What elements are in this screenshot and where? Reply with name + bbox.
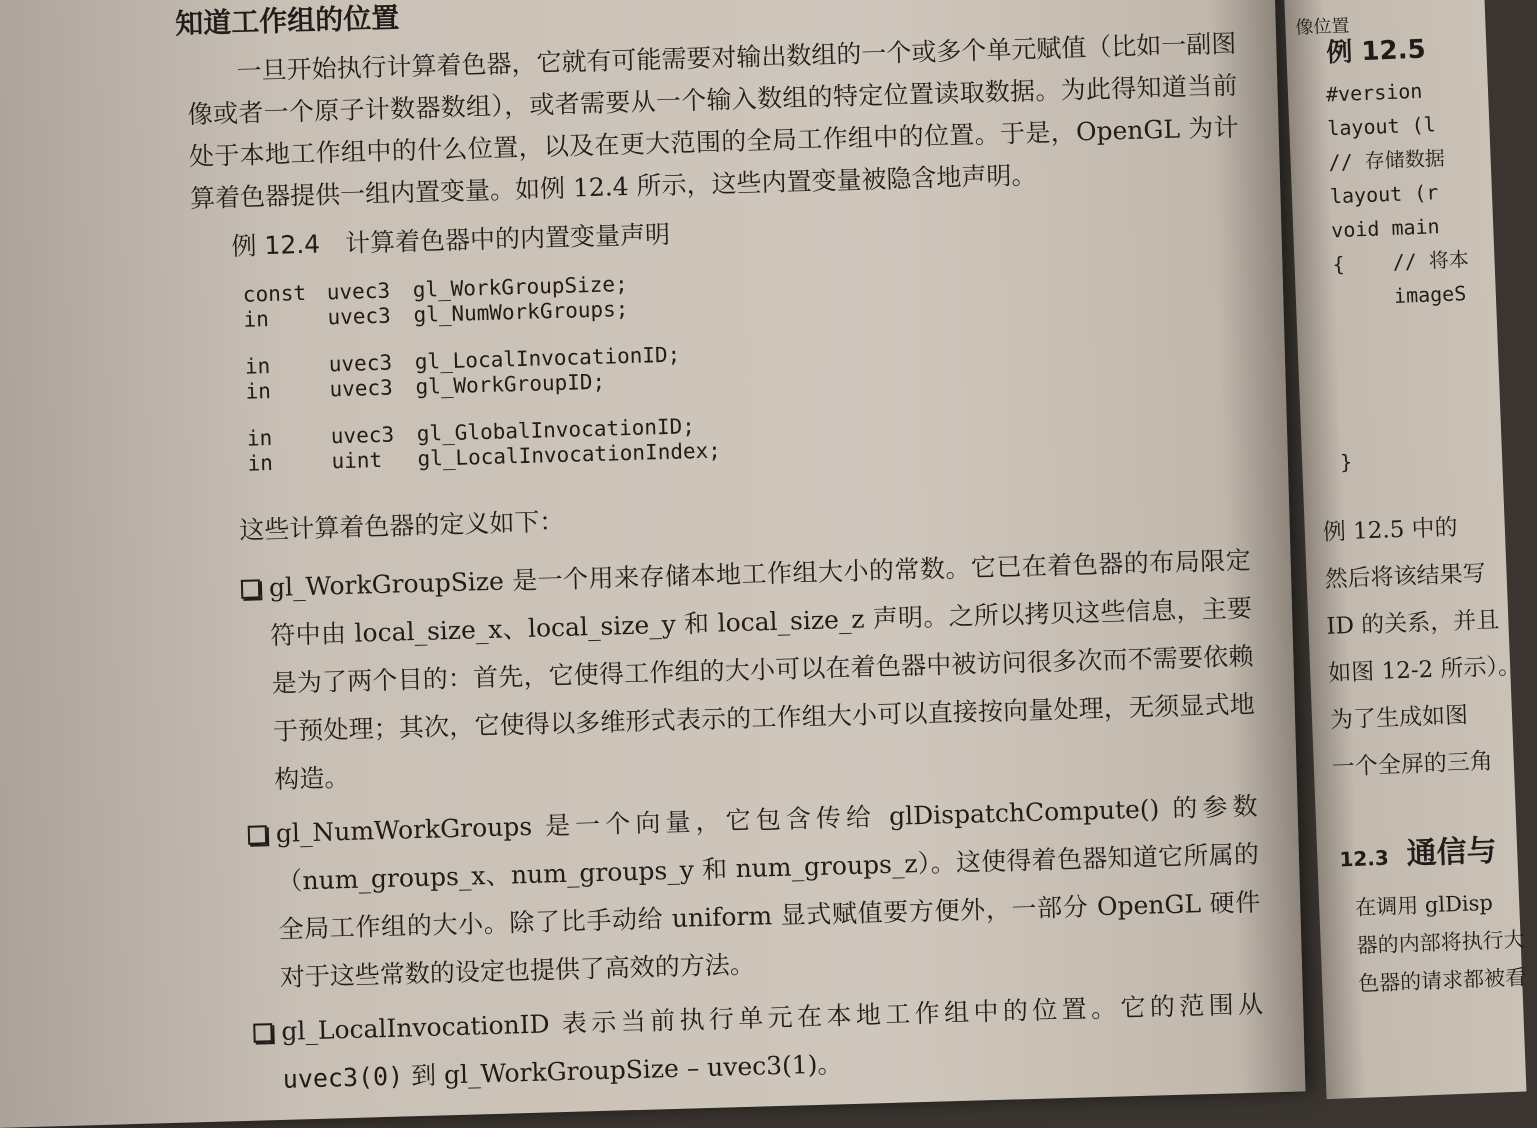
code-line: in uvec3 gl_WorkGroupID; — [245, 369, 606, 404]
code-group — [245, 327, 1246, 405]
right-text-line: 为了生成如图 — [1329, 702, 1469, 734]
right-bottom-line: 在调用 glDisp — [1354, 890, 1494, 920]
right-text-line: 如图 12-2 所示）。 — [1327, 653, 1522, 687]
code-line: in uvec3 gl_NumWorkGroups; — [243, 296, 629, 332]
example-label: 例 12.4 计算着色器中的内置变量声明 — [231, 219, 671, 262]
definition-item: gl_NumWorkGroups 是一个向量，它包含传给 glDispatchCompute() 的参数（num_groups_x、num_groups_y 和 num_groups_z）。这使得着色器知道它所属的全局工作组的大小。除了比手动给 uniform 显式赋值要方便外，一部分 OpenGL 硬件对于这些常数的设定也提供了高效的方法。 — [247, 783, 1262, 1003]
checkbox-bullet-icon — [241, 579, 261, 599]
right-section-number: 12.3 — [1338, 845, 1390, 872]
right-code-line: void main — [1330, 214, 1441, 243]
right-code-line: layout (r — [1329, 180, 1439, 209]
right-text-line: 一个全屏的三角 — [1331, 748, 1494, 781]
checkbox-bullet-icon — [253, 1023, 273, 1043]
right-code-line: imageS — [1333, 281, 1467, 311]
right-example-label: 例 12.5 — [1325, 34, 1427, 69]
code-group — [243, 255, 1244, 333]
right-section-title: 通信与 — [1405, 833, 1498, 872]
right-page — [1284, 0, 1526, 1099]
right-code-line: #version — [1325, 78, 1423, 107]
right-text-line: ID 的关系，并且 — [1325, 607, 1500, 640]
definitions-intro: 这些计算着色器的定义如下： — [239, 506, 565, 545]
code-listing — [243, 255, 1248, 477]
right-code-line: { // 将本 — [1332, 247, 1470, 277]
right-closing-brace: } — [1339, 449, 1353, 475]
right-code-line: // 存储数据 — [1328, 145, 1446, 175]
right-section-heading — [1338, 825, 1518, 876]
right-text-line: 例 12.5 中的 — [1322, 514, 1459, 546]
definition-item: gl_WorkGroupSize 是一个用来存储本地工作组大小的常数。它已在着色器的布局限定符中由 local_size_x、local_size_y 和 local_size_z 声明。之所以拷贝这些信息，主要是为了两个目的：首先，它使得工作组的大小可以在着色器中被访问很多次而不需要依赖于预处理；其次，它使得以多维形式表示的工作组大小可以直接按向量处理，无须显式地构造。 — [240, 537, 1256, 805]
intro-paragraph: 一旦开始执行计算着色器，它就有可能需要对输出数组的一个或多个单元赋值（比如一副图像或者一个原子计数器数组），或者需要从一个输入数组的特定位置读取数据。为此得知道当前处于本地工作组中的什么位置，以及在更大范围的全局工作组中的位置。于是，OpenGL 为计算着色器提供一组内置变量。如例 12.4 所示，这些内置变量被隐含地声明。 — [187, 28, 1239, 214]
section-heading: 知道工作组的位置 — [174, 1, 400, 41]
code-line: in uvec3 gl_GlobalInvocationID; — [246, 414, 696, 451]
code-line: in uint gl_LocalInvocationIndex; — [247, 438, 722, 476]
code-line: in uvec3 gl_LocalInvocationID; — [244, 342, 681, 379]
definitions-list — [200, 537, 1265, 1106]
right-text-line: 然后将该结果写 — [1324, 560, 1487, 593]
right-code-line: layout (l — [1326, 112, 1437, 141]
right-bottom-line: 色器的请求都被看 — [1357, 965, 1527, 996]
checkbox-bullet-icon — [248, 825, 268, 845]
definition-item: gl_LocalInvocationID 表示当前执行单元在本地工作组中的位置。它的范围从 uvec3(0) 到 gl_WorkGroupSize – uvec3(1)。 — [253, 981, 1265, 1105]
code-group — [247, 399, 1248, 477]
code-line: const uvec3 gl_WorkGroupSize; — [242, 271, 628, 307]
right-bottom-line: 器的内部将执行大 — [1356, 927, 1526, 958]
top-fragment: 像位置 — [1295, 15, 1350, 39]
